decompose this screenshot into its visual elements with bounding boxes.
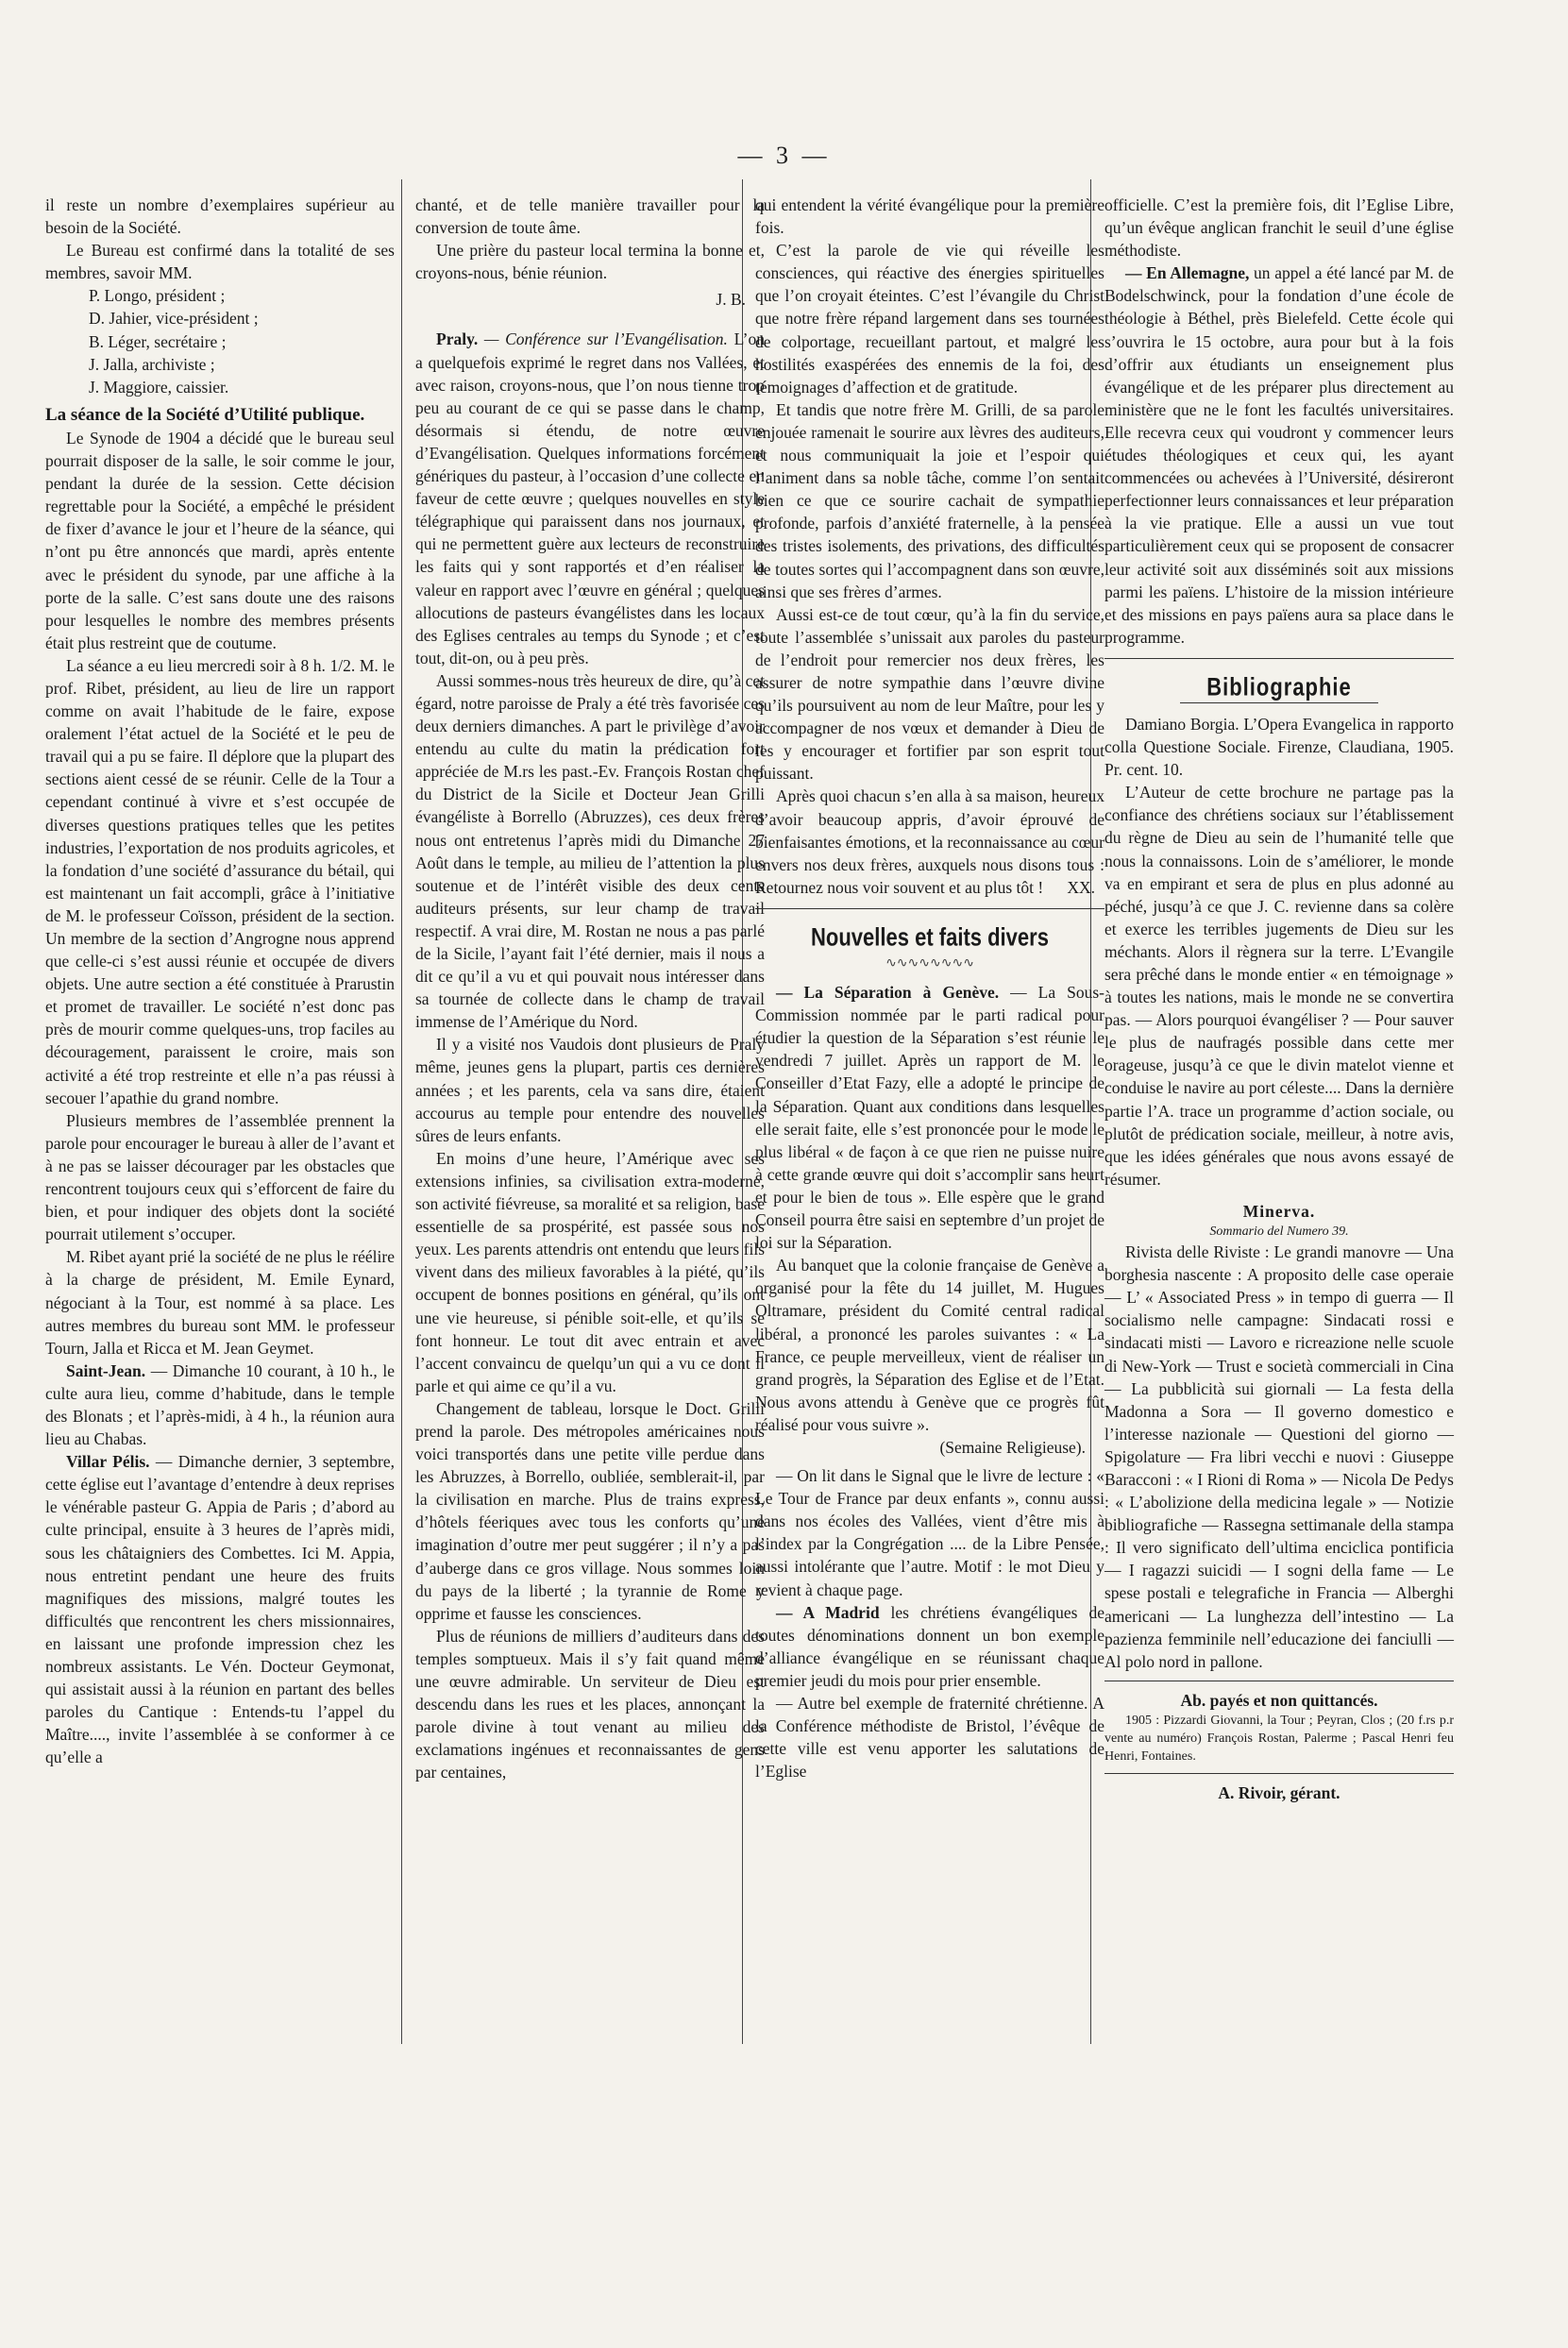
minerva-subtitle: Sommario del Numero 39. <box>1209 1225 1349 1240</box>
signature: J. B. <box>716 290 746 310</box>
column-1 <box>45 194 395 1768</box>
column-2 <box>415 194 765 1783</box>
paragraph-text: — Dimanche dernier, 3 septembre, cette église eut l’avantage d’entendre à deux reprises le vénérable pasteur G. Appia de Paris ; d’abord au culte principal, ensuite à 3 heures de l’après midi, sous les châtaigniers des Combettes. Ici M. Appia, nous entretint pendant une heure des fruits magnifiques des missions, malgré toutes les difficultés que rencontrent les chers missionnaires, en laissant une profonde impression chez les nombreux assistants. Le Vén. Docteur Geymonat, qui assistait aussi à la réunion en partant des belles paroles du Cantique : Entends-tu l’appel du Maître...., invite l’assemblée à se conformer à ce qu’elle a <box>45 1452 395 1767</box>
paragraph: L’Auteur de cette brochure ne partage pas la confiance des chrétiens sociaux sur l’établissement du règne de Dieu au sein de l’humanité telle que nous la connaissons. Loin de s’améliorer, le monde va en empirant et sera de plus en plus adonné au péché, jusqu’à ce que J. C. revienne dans sa colère et exerce les terribles jugements de Dieu sur les méchants. Alors il règnera sur la terre. L’Evangile sera prêché dans le monde entier « en témoignage » à toutes les nations, mais le monde ne se convertira pas. — Alors pourquoi évangéliser ? — Pour sauver le plus de naufragés possible dans cette mer orageuse, jusqu’à ce que le divin matelot vienne et conduise le navire au port céleste.... Dans la dernière partie l’A. trace un programme d’action sociale, ou plutôt de prédication sociale, meilleur, à notre avis, que les idées générales que nous avons essayé de résumer. <box>1104 783 1454 1189</box>
divider <box>1104 1773 1454 1774</box>
paragraph: Changement de tableau, lorsque le Doct. Grilli prend la parole. Des métropoles américaines nous voici transportés dans une petite ville perdue dans les Abruzzes, à Borrello, oubliée, semblerait-il, par la civilisation en marche. Plus de trains express, d’hôtels féeriques avec tous les conforts qu’une imagination d’outre mer peut suggérer ; il n’y a pas d’auberge dans ce gros village. Nous sommes loin du pays de la liberté ; la tyrannie de Rome y opprime et fausse les consciences. <box>415 1398 765 1623</box>
paragraph-text: les chrétiens évangéliques de toutes dénominations donnent un bon exemple d’alliance évangélique en se réunissant chaque premier jeudi du mois pour prier ensemble. <box>755 1602 1104 1690</box>
column-3 <box>755 194 1104 1782</box>
paragraph: C’est la parole de vie qui réveille les consciences, qui réactive des énergies spirituelles que l’on croyait éteintes. C’est l’évangile du Christ que notre frère répand largement dans ses tournées de colportage, recueillant partout, et malgré les hostilités exaspérées des ennemis de la foi, des témoignages d’affection et de gratitude. <box>755 241 1104 397</box>
place-heading: Villar Pélis. <box>66 1452 150 1472</box>
paragraph: Il y a visité nos Vaudois dont plusieurs de Praly même, jeunes gens la plupart, partis ces dernières années ; et les parents, cela va sans dire, étaient accourus au temple pour entendre des nouvelles sûres de leurs enfants. <box>415 1035 765 1145</box>
paragraph <box>415 328 765 668</box>
member-item: J. Maggiore, caissier. <box>89 377 229 397</box>
member-item: J. Jalla, archiviste ; <box>89 354 215 374</box>
paragraph: En moins d’une heure, l’Amérique avec ses extensions infinies, sa civilisation extra-moderne, son activité fiévreuse, sa moralité et sa religion, base essentielle de sa prospérité, est passée sous nos yeux. Les parents attendris ont entendu que leurs fils vivent dans des milieux favorables à la piété, qu’ils occupent de bonnes positions en général, qu’ils ont une vie heureuse, si pénible soit-elle, et qu’ils se font honneur. Le tout dit avec entrain et avec l’accent convaincu de quelqu’un qui a vu ce dont il parle et qui aime ce qu’il a vu. <box>415 1148 765 1395</box>
paragraph: Le Bureau est confirmé dans la totalité de ses membres, savoir MM. <box>45 241 395 283</box>
paragraph-text: L’on a quelquefois exprimé le regret dans nos Vallées, et avec raison, croyons-nous, que l’on nous tienne trop peu au courant de ce qui se passe dans le champ, désormais si étendu, de notre œuvre d’Evangélisation. Quelques informations forcément génériques du pasteur, à l’occasion d’une collecte en faveur de cette œuvre ; quelques nouvelles en style télégraphique qui paraissent dans nos journaux, et qui ne permettent guère aux lecteurs de reconstruire les faits qui y sont rapportés et d’en réaliser la valeur en rapport avec l’œuvre en général ; quelques allocutions de pasteurs évangélistes dans les locaux des Eglises centrales au temps du Synode ; et c’est tout, dit-on, ou à peu près. <box>415 329 765 667</box>
subscriptions-title: Ab. payés et non quittancés. <box>1180 1690 1378 1710</box>
signature: XX. <box>1067 877 1095 897</box>
paragraph: Aussi sommes-nous très heureux de dire, qu’à cet égard, notre paroisse de Praly a été très favorisée ces deux derniers dimanches. A part le privilège d’avoir entendu au culte du matin la prédication fort appréciée de M.rs les past.-Ev. François Rostan chef du District de la Sicile et Docteur Jean Grilli évangéliste à Borrello (Abruzzes), ces deux frères nous ont entretenus l’après midi du Dimanche 27 Août dans le temple, au milieu de l’attention la plus soutenue et de l’intérêt visible des deux cents auditeurs présents, sur leur champ de travail respectif. A vrai dire, M. Rostan ne nous a pas parlé de la Sicile, l’ayant fait l’été dernier, mais il nous a dit ce qu’il a vu et qui pouvait nous intéresser dans sa tournée de collecte dans le champ de travail immense de l’Amérique du Nord. <box>415 670 765 1032</box>
paragraph: officielle. C’est la première fois, dit l’Eglise Libre, qu’un évêque anglican franchit le seuil d’une église méthodiste. <box>1104 195 1454 261</box>
paragraph: il reste un nombre d’exemplaires supérieur au besoin de la Société. <box>45 195 395 238</box>
place-heading: Praly. <box>436 329 479 349</box>
paragraph: Plusieurs membres de l’assemblée prennent la parole pour encourager le bureau à aller de l’avant et à ne pas se laisser décourager par les obstacles que rencontrent toujours ceux qui s’efforcent de faire du bien, et pour indiquer des objets dont la société pourrait utilement s’occuper. <box>45 1110 395 1244</box>
paragraph-text: Après quoi chacun s’en alla à sa maison, heureux d’avoir beaucoup appris, d’avoir éprouvé de bienfaisantes émotions, et la reconnaissance au cœur envers nos deux frères, auxquels nous disons tous : Retournez nous voir souvent et au plus tôt ! <box>755 786 1104 897</box>
paragraph <box>755 1601 1104 1692</box>
member-item: D. Jahier, vice-président ; <box>89 309 259 329</box>
section-title: Bibliographie <box>1206 672 1352 701</box>
paragraph <box>755 981 1104 1254</box>
paragraph: M. Ribet ayant prié la société de ne plus le réélire à la charge de président, M. Emile Eynard, négociant à la Tour, est nommé à sa place. Les autres membres du bureau sont MM. le professeur Tourn, Jalla et Ricca et M. Jean Geymet. <box>45 1247 395 1358</box>
paragraph <box>1104 262 1454 649</box>
divider <box>755 908 1104 909</box>
paragraph: Le Synode de 1904 a décidé que le bureau seul pourrait disposer de la salle, le soir comme le jour, pendant la durée de la session. Cette décision regrettable pour la Société, a empêché le président de fixer d’avance le jour et l’heure de la séance, qui n’ont pu être annoncés que mardi, après entente avec le président du synode, par une affiche à la porte de la salle. C’est sans doute une des raisons pour lesquelles le nombre des membres présents était plus restreint que de coutume. <box>45 428 395 652</box>
item-heading: — A Madrid <box>776 1602 880 1622</box>
paragraph <box>45 1360 395 1450</box>
biblio-entry: Damiano Borgia. L’Opera Evangelica in rapporto colla Questione Sociale. Firenze, Claudiana, 1905. Pr. cent. 10. <box>1104 714 1454 780</box>
divider <box>1180 702 1378 703</box>
ornament-divider: ∿∿∿∿∿∿∿∿ <box>885 956 974 971</box>
paragraph: Plus de réunions de milliers d’auditeurs dans des temples somptueux. Mais il s’y fait quand même une œuvre admirable. Un serviteur de Dieu est descendu dans les rues et les places, annonçant la parole divine à tout venant au milieu des exclamations ingénues et reconnaissantes de gens par centaines, <box>415 1626 765 1782</box>
paragraph: — On lit dans le Signal que le livre de lecture : « Le Tour de France par deux enfants », connu aussi dans nos écoles des Vallées, vient d’être mis à l’index par la Congrégation .... de la Libre Pensée, aussi intolérante que l’autre. Motif : le mot Dieu y revient à chaque page. <box>755 1466 1104 1599</box>
source-citation: (Semaine Religieuse). <box>939 1437 1086 1457</box>
column-4 <box>1104 194 1454 1804</box>
place-heading: Saint-Jean. <box>66 1360 146 1380</box>
paragraph <box>45 1450 395 1768</box>
divider <box>1104 658 1454 659</box>
paragraph: Rivista delle Riviste : Le grandi manovre — Una borghesia nascente : A proposito delle case operaie — L’ « Associated Press » in tempo di guerra — Il socialismo nelle campagne: Sindacati rossi e sindacati misti — Lavoro e ricreazione nelle scuole di New-York — Trust e società commerciali in Cina — La pubblicità sui giornali — La festa della Madonna a Sora — Il governo domestico e l’interesse nazionale — Questioni del giorno — Spigolature — Fra libri vecchi e nuovi : Giuseppe Baracconi : « I Rioni di Roma » — Nicola De Pedys : « L’abolizione della medicina legale » — Notizie bibliografiche — Rassegna settimanale della stampa : Il vero significato dell’ultima enciclica pontificia — I ragazzi suicidi — I sogni della fame — Le spese postali e telegrafiche in Francia — Alberghi americani — La lunghezza dell’intestino — La pazienza femminile nell’educazione dei fanciulli — Al polo nord in pallone. <box>1104 1242 1454 1671</box>
paragraph: Et tandis que notre frère M. Grilli, de sa parole enjouée ramenait le sourire aux lèvres des auditeurs, et nous communiquait la joie et l’espoir qui l’animent dans sa noble tâche, comme l’on sentait bien ce que ce sourire cachait de sympathie profonde, parfois d’anxiété fraternelle, à la pensée des tristes isolements, des privations, des difficultés de toutes sortes qui l’accompagnent dans son œuvre, ainsi que ses frères d’armes. <box>755 399 1104 601</box>
item-heading: — En Allemagne, <box>1125 263 1250 283</box>
column-divider <box>401 179 402 2044</box>
page-number: — 3 — <box>737 142 831 169</box>
member-item: P. Longo, président ; <box>89 286 226 306</box>
paragraph: Au banquet que la colonie française de Genève a organisé pour la fête du 14 juillet, M. Hugues Oltramare, président du Comité central radical libéral, a prononcé les paroles suivantes : « La France, ce peuple merveilleux, vient de réaliser un grand progrès, la Séparation des Eglise et de l’Etat. Nous avons attendu à Genève que ce progrès fût réalisé pour vous suivre ». <box>755 1256 1104 1434</box>
paragraph: chanté, et de telle manière travailler pour la conversion de toute âme. <box>415 195 765 238</box>
member-item: B. Léger, secrétaire ; <box>89 331 227 351</box>
subheading: — Conférence sur l’Evangélisation. <box>478 329 728 349</box>
section-title: Nouvelles et faits divers <box>811 922 1049 952</box>
article-heading: La séance de la Société d’Utilité publique. <box>45 404 365 425</box>
paragraph: La séance a eu lieu mercredi soir à 8 h. 1/2. M. le prof. Ribet, président, au lieu de lire un rapport comme on avait l’habitude de le faire, expose oralement l’état actuel de la Société et le peu de travail qui a pu se faire. Il déplore que la plupart des sections aient cessé de se réunir. Celle de la Tour a cependant continué à vivre et s’est occupée de diverses questions pratiques telles que les petites industries, l’exportation de nos produits agricoles, et la fondation d’une société d’assurance du bétail, qui est maintenant un fait accompli, grâce à l’initiative de M. le professeur Coïsson, président de la section. Un membre de la section d’Angrogne nous apprend que celle-ci s’est aussi réunie et occupée de divers objets. Une autre section a été constituée à Prarustin et promet de travailler. Le société n’est donc pas près de mourir comme quelques-uns, trop faciles au découragement, paraissent le croire, mais son activité a été trop restreinte et elle n’a pas réussi à secouer l’apathie du grand nombre. <box>45 655 395 1107</box>
paragraph: Une prière du pasteur local termina la bonne et, croyons-nous, bénie réunion. <box>415 241 765 283</box>
item-heading: — La Séparation à Genève. <box>776 983 1000 1003</box>
paragraph: Aussi est-ce de tout cœur, qu’à la fin du service, toute l’assemblée s’unissait aux paroles du pasteur de l’endroit pour remercier nos deux frères, les assurer de notre sympathie dans l’œuvre divine qu’ils poursuivent au nom de leur Maître, pour les y accompagner de nos vœux et demander à Dieu de les y encourager et fortifier par son esprit tout puissant. <box>755 604 1104 784</box>
paragraph-text: — La Sous-Commission nommée par le parti radical pour étudier la question de la Séparation s’est réunie le vendredi 7 juillet. Après un rapport de M. le Conseiller d’Etat Fazy, elle a adopté le principe de la Séparation. Quant aux conditions dans lesquelles elle serait faite, elle s’est prononcée pour le mode le plus libéral « de façon à ce que rien ne puisse nuire à cette grande œuvre qui doit s’accomplir sans heurt et pour le bien de tous ». Elle espère que le grand Conseil pourra être saisi en septembre d’un projet de loi sur la Séparation. <box>755 983 1105 1253</box>
paragraph <box>755 785 1104 898</box>
gerant-signature: A. Rivoir, gérant. <box>1218 1782 1340 1802</box>
paragraph: — Autre bel exemple de fraternité chrétienne. A la Conférence méthodiste de Bristol, l’évêque de cette ville est venu apporter les salutations de l’Eglise <box>755 1694 1104 1782</box>
paragraph-text: un appel a été lancé par M. de Bodelschwinck, pour la fondation d’une école de théologie à Béthel, près Bielefeld. Cette école qui s’ouvrira le 15 octobre, aura pour but à la fois d’offrir aux étudiants un enseignement plus évangélique et de les préparer plus directement au ministère que ne le font les facultés universitaires. Elle recevra ceux qui voudront y commencer leurs études théologiques et ceux qui, les ayant commencées ou achevées à l’Université, désireront perfectionner leurs connaissances et leur préparation à la vie pratique. Elle a aussi un vue tout particulièrement ceux qui se proposent de consacrer leur activité soit aux disséminés soit aux missions parmi les païens. L’histoire de la mission intérieure et des missions en pays païens aura sa place dans le programme. <box>1104 263 1454 647</box>
paragraph: qui entendent la vérité évangélique pour la première fois. <box>755 195 1104 238</box>
paragraph-text: — Dimanche 10 courant, à 10 h., le culte aura lieu, comme d’habitude, dans le temple des Blonats ; et l’après-midi, à 4 h., la réunion aura lieu au Chabas. <box>45 1360 395 1449</box>
minerva-title: Minerva. <box>1242 1201 1316 1221</box>
subscriptions-list: 1905 : Pizzardi Giovanni, la Tour ; Peyran, Clos ; (20 f.rs p.r vente au numéro) François Rostan, Palerme ; Pascal Henri feu Henri, Fontaines. <box>1104 1713 1454 1764</box>
